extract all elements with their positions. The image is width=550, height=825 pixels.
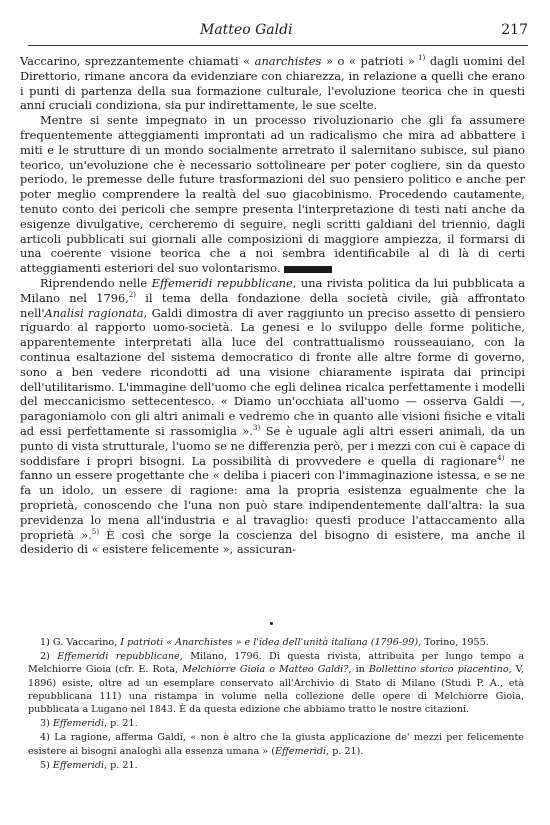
- footnote-ref: 2): [128, 290, 137, 299]
- text-run: 2): [40, 651, 58, 663]
- footnote-ref: 3): [253, 424, 261, 433]
- footnote: [28, 636, 524, 649]
- footnote-ref: 1): [414, 54, 426, 63]
- text-run: È così che sorge la coscienza del bisogno di esistere, ma anche il desiderio di « esistere felicemente », assicuran-: [20, 527, 525, 557]
- italic-text: Effemeridi repubblicane: [57, 651, 180, 663]
- ink-mark: [284, 266, 332, 273]
- paragraph: [20, 54, 525, 113]
- text-run: , p. 21.: [104, 718, 138, 730]
- footnote-ref: 4): [497, 453, 505, 462]
- text-run: Vaccarino, sprezzantemente chiamati «: [20, 54, 251, 68]
- text-run: , p. 21).: [326, 745, 364, 757]
- text-run: Riprendendo nelle: [40, 275, 152, 290]
- text-run: , V, 1896) esiste, oltre ad un esemplare conservato all'Archivio di Stato di Milano (Studi P. A., età repubblicana 111) una ristampa in volume nella collezione delle opere di Melchiorre Gioia, pubblicata a Lugano nel 1843. È da questa edizione che abbiamo tratto le nostre citazioni.: [28, 664, 524, 716]
- footnote: [28, 731, 524, 757]
- text-run: , Milano, 1796. Di questa rivista, attribuita per lungo tempo a Melchiorre Gioia (cfr. E. Rota,: [28, 651, 524, 676]
- text-run: , Galdi dimostra di aver raggiunto un preciso assetto di pensiero riguardo al rapporto uomo-società. La genesi e lo sviluppo delle forme politiche, apparentemente interpretati alla luce del contrattualismo rousseauiano, con la continua esaltazione del sistema democratico di fronte alle altre forme di governo, sono a ben vedere ricondotti ad una visione chiaramente ispirata dai principi dell'utilitarismo. L'immagine dell'uomo che egli delinea ricalca perfettamente i modelli del meccanicismo settecentesco. « Diamo un'occhiata all'uomo — osserva Galdi —, paragoniamolo con gli altri animali e vedremo che in quanto alle visioni fisiche e vitali ad essi perfettamente si rassomiglia ».: [20, 305, 525, 438]
- running-title: Matteo Galdi: [200, 22, 293, 38]
- italic-text: anarchistes: [250, 54, 326, 68]
- footnote: [28, 650, 524, 716]
- text-run: dagli uomini del Direttorio, rimane ancora da evidenziare con chiarezza, in relazione a quelli che erano i punti di partenza della sua formazione culturale, l'evoluzione teorica che in questi anni cruciali condiziona, sia pur indirettamente, le sue scelte.: [20, 54, 525, 113]
- text-run: , una rivista politica da lui pubblicata a Milano nel 1796,: [20, 275, 525, 305]
- text-run: Se è uguale agli altri esseri animali, da un punto di vista strutturale, l'uomo se ne differenzia però, per i mezzi con cui è capace di soddisfare i propri bisogni. La possibilità di provvedere e quella di ragionare: [20, 423, 526, 468]
- footnote-ref: 5): [91, 527, 100, 536]
- footnote: [28, 717, 524, 730]
- footnotes: [28, 636, 524, 773]
- text-run: , Torino, 1955.: [418, 637, 489, 648]
- italic-text: Analisi ragionata: [44, 305, 144, 320]
- italic-text: Effemeridi repubblicane: [151, 275, 293, 290]
- italic-text: I patrioti « Anarchistes » e l'idea dell'unità italiana (1796-99): [120, 637, 419, 648]
- paragraph: [20, 113, 525, 276]
- main-text: [20, 54, 525, 557]
- text-run: » o « patrioti »: [325, 54, 415, 68]
- italic-text: Effemeridi: [52, 718, 105, 730]
- text-run: Mentre si sente impegnato in un processo rivoluzionario che gli fa assumere frequentemente atteggiamenti improntati ad un radicalismo che mira ad abbattere i miti e le strutture di un mondo socialmente arretrato il salernitano subisce, sul piano teorico, un'evoluzione che è necessario sottolineare per poter cogliere, sin da questo periodo, le premesse delle future trasformazioni del suo pensiero politico e anche per poter meglio comprendere la realtà del suo giacobinismo. Procedendo cautamente, tenuto conto dei pericoli che sempre presenta l'interpretazione di testi nati anche da esigenze divulgative, cercheremo di seguire, negli scritti galdiani del triennio, dagli articoli pubblicati sui giornali alle composizioni di maggiore ampiezza, il formarsi di una coerente visione teorica che a noi sembra identificabile al di là di certi atteggiamenti esteriori del suo volontarismo.: [20, 113, 525, 276]
- footnote: [28, 759, 524, 772]
- paragraph: [20, 276, 525, 557]
- text-run: 4) La ragione, afferma Galdi, « non è altro che la giusta applicazione de' mezzi per felicemente esistere ai bisogni analoghi alla essenza umana » (: [28, 732, 524, 757]
- italic-text: Bollettino storico piacentino: [368, 664, 509, 676]
- italic-text: Melchiorre Gioia o Matteo Galdi?: [182, 664, 349, 676]
- footnote-separator: [270, 622, 273, 625]
- italic-text: Effemeridi: [274, 745, 327, 757]
- text-run: 1) G. Vaccarino,: [40, 637, 121, 648]
- text-run: , in: [348, 664, 369, 676]
- page-number: 217: [501, 22, 528, 38]
- running-header: [28, 22, 528, 46]
- text-run: 5): [40, 759, 53, 771]
- text-run: 3): [40, 718, 53, 730]
- text-run: ne fanno un essere progettante che « deliba i piaceri con l'immaginazione istessa, e se ne fa un idolo, un essere di ragione: ama la propria esistenza egualmente che la proprietà, conoscendo che l'una non può stare indipendentemente dall'altra: la sua previdenza lo mena all'industria e al travaglio: questi produce l'attaccamento alla proprietà ».: [20, 453, 525, 542]
- text-run: , p. 21.: [104, 759, 138, 771]
- text-run: il tema della fondazione della società civile, già affrontato nell': [20, 290, 525, 320]
- italic-text: Effemeridi: [52, 759, 105, 771]
